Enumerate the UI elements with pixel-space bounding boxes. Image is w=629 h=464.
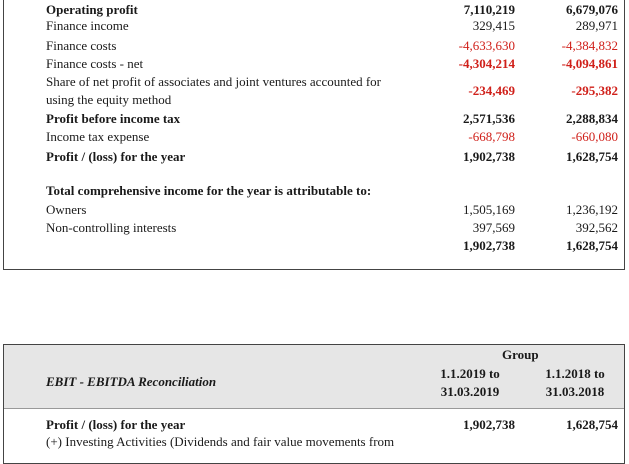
row-label: Profit before income tax bbox=[46, 111, 181, 126]
value-2018: 1,628,754 bbox=[566, 417, 618, 432]
group-label: Group bbox=[502, 347, 539, 362]
period-2019-header bbox=[435, 365, 505, 401]
row-label-continued: using the equity method bbox=[46, 92, 172, 107]
period-2019-line1: 1.1.2019 to bbox=[440, 366, 500, 381]
value-2019: 1,505,169 bbox=[463, 202, 515, 217]
table-row bbox=[4, 220, 624, 238]
value-2018: 1,236,192 bbox=[566, 202, 618, 217]
row-label: Owners bbox=[46, 202, 87, 217]
total-2018: 1,628,754 bbox=[566, 238, 618, 253]
table-row bbox=[4, 417, 624, 435]
row-label: Finance costs bbox=[46, 38, 117, 53]
table-row bbox=[4, 202, 624, 220]
table-header bbox=[4, 345, 624, 409]
value-2019: -234,469 bbox=[468, 83, 515, 98]
value-2019: 397,569 bbox=[472, 220, 515, 235]
total-2019: 1,902,738 bbox=[463, 238, 515, 253]
row-label: Finance income bbox=[46, 18, 129, 33]
row-label: Share of net profit of associates and joint ventures accounted for bbox=[46, 74, 381, 89]
value-2019: 329,415 bbox=[472, 18, 515, 33]
table-row bbox=[4, 38, 624, 56]
income-statement-panel bbox=[3, 0, 625, 270]
value-2019: -4,633,630 bbox=[458, 38, 515, 53]
table-row bbox=[4, 74, 624, 110]
row-label: (+) Investing Activities (Dividends and fair value movements from bbox=[46, 434, 395, 449]
value-2018: 392,562 bbox=[575, 220, 618, 235]
period-2018-line2: 31.03.2018 bbox=[545, 384, 605, 399]
period-2019-line2: 31.03.2019 bbox=[440, 384, 500, 399]
value-2018: -4,094,861 bbox=[561, 56, 618, 71]
value-2018: -295,382 bbox=[571, 83, 618, 98]
period-2018-header bbox=[539, 365, 611, 401]
value-2018: 6,679,076 bbox=[566, 2, 618, 17]
table-title: EBIT - EBITDA Reconciliation bbox=[46, 374, 217, 389]
table-row bbox=[4, 129, 624, 147]
value-2018: -660,080 bbox=[571, 129, 618, 144]
value-2019: -4,304,214 bbox=[458, 56, 515, 71]
ebit-reconciliation-panel bbox=[3, 344, 625, 464]
period-2018-line1: 1.1.2018 to bbox=[545, 366, 605, 381]
row-label: Income tax expense bbox=[46, 129, 150, 144]
row-label: Operating profit bbox=[46, 2, 138, 17]
value-2019: 1,902,738 bbox=[463, 149, 515, 164]
value-2018: -4,384,832 bbox=[561, 38, 618, 53]
table-row bbox=[4, 18, 624, 36]
value-2019: 7,110,219 bbox=[463, 2, 515, 17]
table-row bbox=[4, 56, 624, 74]
row-label: Finance costs - net bbox=[46, 56, 144, 71]
value-2018: 2,288,834 bbox=[566, 111, 618, 126]
row-label: Profit / (loss) for the year bbox=[46, 417, 186, 432]
table-row bbox=[4, 149, 624, 167]
row-label: Profit / (loss) for the year bbox=[46, 149, 186, 164]
table-row bbox=[4, 434, 624, 452]
section-heading-row bbox=[4, 183, 624, 201]
section-heading: Total comprehensive income for the year is attributable to: bbox=[46, 183, 372, 198]
row-label: Non-controlling interests bbox=[46, 220, 177, 235]
value-2019: 1,902,738 bbox=[463, 417, 515, 432]
total-row bbox=[4, 238, 624, 256]
value-2019: -668,798 bbox=[468, 129, 515, 144]
value-2019: 2,571,536 bbox=[463, 111, 515, 126]
value-2018: 1,628,754 bbox=[566, 149, 618, 164]
value-2018: 289,971 bbox=[575, 18, 618, 33]
table-row bbox=[4, 111, 624, 129]
